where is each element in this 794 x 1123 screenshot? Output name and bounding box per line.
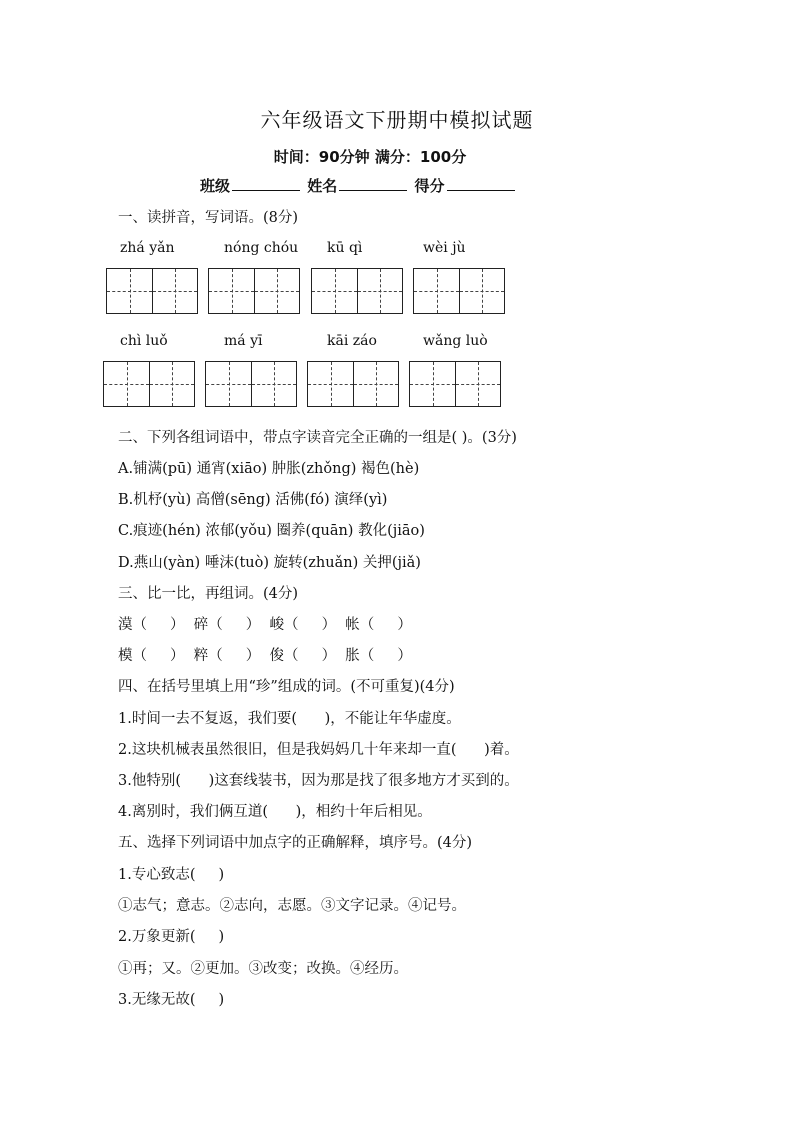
q5-heading: 五、选择下列词语中加点字的正确解释，填序号。(4分) [118,835,473,851]
q5-item: 2.万象更新( ) [118,929,225,945]
writing-grid[interactable] [307,361,399,407]
pinyin: kāi záo [327,333,377,349]
writing-grid[interactable] [106,268,198,314]
q5-item: 3.无缘无故( ) [118,992,225,1008]
q3-row: 漠（ ） 碎（ ） 峻（ ） 帐（ ） [118,617,412,633]
name-blank[interactable] [339,174,407,191]
class-blank[interactable] [232,174,300,191]
q4-heading: 四、在括号里填上用“珍”组成的词。(不可重复)(4分) [118,679,455,695]
q4-item: 4.离别时，我们俩互道( )，相约十年后相见。 [118,804,432,820]
q4-item: 2.这块机械表虽然很旧，但是我妈妈几十年来却一直( )着。 [118,742,519,758]
score-blank[interactable] [447,174,515,191]
q1-heading: 一、读拼音，写词语。(8分) [118,210,299,226]
pinyin: wèi jù [423,240,466,256]
q2-option-a: A.铺满(pū) 通宵(xiāo) 肿胀(zhǒng) 褐色(hè) [118,461,420,477]
q2-heading: 二、下列各组词语中，带点字读音完全正确的一组是( )。(3分) [118,430,517,446]
q2-option-d: D.燕山(yàn) 唾沫(tuò) 旋转(zhuǎn) 关押(jiǎ) [118,555,421,571]
q5-options: ①志气；意志。②志向，志愿。③文字记录。④记号。 [118,898,466,914]
student-info-line [200,174,517,196]
q4-item: 3.他特别( )这套线装书，因为那是找了很多地方才买到的。 [118,773,519,789]
pinyin: zhá yǎn [120,240,175,256]
pinyin: wǎng luò [423,333,488,349]
exam-time-and-score: 时间：90分钟 满分：100分 [273,148,467,166]
page-title: 六年级语文下册期中模拟试题 [260,108,534,132]
pinyin: chì luǒ [120,333,168,349]
writing-grid[interactable] [409,361,501,407]
pinyin: nóng chóu [224,240,299,256]
writing-grid[interactable] [208,268,300,314]
writing-grid[interactable] [311,268,403,314]
q5-options: ①再；又。②更加。③改变；改换。④经历。 [118,961,408,977]
q4-item: 1.时间一去不复返，我们要( )，不能让年华虚度。 [118,711,461,727]
q2-option-b: B.机杼(yù) 高僧(sēng) 活佛(fó) 演绎(yì) [118,492,388,508]
q3-row: 模（ ） 粹（ ） 俊（ ） 胀（ ） [118,648,412,664]
name-label: 姓名 [307,177,338,195]
q2-option-c: C.痕迹(hén) 浓郁(yǒu) 圈养(quān) 教化(jiāo) [118,523,425,539]
q5-item: 1.专心致志( ) [118,867,225,883]
writing-grid[interactable] [205,361,297,407]
q3-heading: 三、比一比，再组词。(4分) [118,586,299,602]
score-label: 得分 [414,177,445,195]
pinyin: má yī [224,333,263,349]
writing-grid[interactable] [103,361,195,407]
pinyin: kū qì [327,240,363,256]
class-label: 班级 [200,177,231,195]
writing-grid[interactable] [413,268,505,314]
